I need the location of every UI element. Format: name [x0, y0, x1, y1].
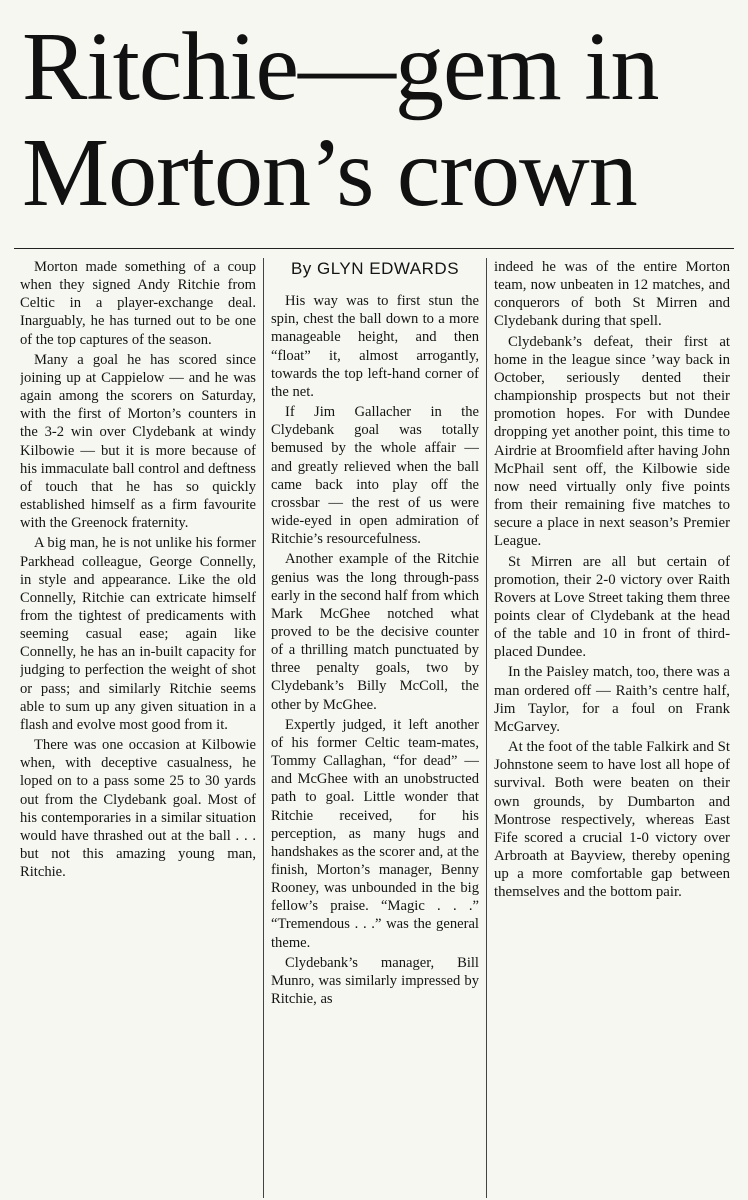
paragraph: Many a goal he has scored since joining up at Cappielow — and he was again among the scorers on Saturday, with the first of Morton’s counters in the 3-2 win over Clydebank at windy Kilbowie — but it is more because of his immaculate ball control and deftness of touch that he has so quickly established himself as a firm favourite with the Greenock fraternity. — [20, 351, 256, 532]
paragraph: Morton made something of a coup when they signed Andy Ritchie from Celtic in a player-exchange deal. Inarguably, he has turned out to be one of the top captures of the season. — [20, 259, 256, 348]
column-2 — [271, 258, 479, 1198]
paragraph: At the foot of the table Falkirk and St Johnstone seem to have lost all hope of survival. Both were beaten on their own grounds, by Dumbarton and Montrose respectively, whereas East Fife scored a crucial 1-0 victory over Arbroath at Bayview, thereby opening up a more comfortable gap between themselves and the bottom pair. — [494, 739, 730, 901]
column-divider — [263, 258, 264, 1198]
paragraph: Another example of the Ritchie genius was the long through-pass early in the second half from which Mark McGhee notched what proved to be the decisive counter of a thrilling match punctuated by three penalty goals, two by Clydebank’s Billy McColl, the other by McGhee. — [271, 551, 479, 713]
column-3 — [494, 258, 730, 1198]
headline-line-2: Morton’s crown — [22, 119, 637, 227]
paragraph: There was one occasion at Kilbowie when, with deceptive casualness, he loped on to a pass some 25 to 30 yards out from the Clydebank goal. Most of his contemporaries in a similar situation would have thrashed out at the ball . . . but not this amazing young man, Ritchie. — [20, 737, 256, 881]
paragraph: Clydebank’s manager, Bill Munro, was similarly impressed by Ritchie, as — [271, 954, 479, 1008]
headline — [14, 14, 734, 234]
column-divider — [486, 258, 487, 1198]
headline-divider — [14, 248, 734, 249]
byline: By GLYN EDWARDS — [290, 259, 460, 278]
paragraph: indeed he was of the entire Morton team, now unbeaten in 12 matches, and conquerors of both St Mirren and Clydebank during that spell. — [494, 259, 730, 330]
paragraph: In the Paisley match, too, there was a man ordered off — Raith’s centre half, Jim Taylor, for a foul on Frank McGarvey. — [494, 664, 730, 735]
paragraph: His way was to first stun the spin, chest the ball down to a more manageable height, and then “float” it, almost arrogantly, towards the top left-hand corner of the net. — [271, 293, 479, 400]
headline-line-1: Ritchie—gem in — [22, 14, 659, 121]
paragraph: St Mirren are all but certain of promotion, their 2-0 victory over Raith Rovers at Love Street taking them three points clear of Clydebank at the head of the table and 10 in front of third-placed Dundee. — [494, 553, 730, 661]
paragraph: If Jim Gallacher in the Clydebank goal was totally bemused by the whole affair — and greatly relieved when the ball came back into play off the crossbar — the rest of us were wide-eyed in open admiration of Ritchie’s resourcefulness. — [271, 404, 479, 548]
paragraph: Expertly judged, it left another of his former Celtic team-mates, Tommy Callaghan, “for dead” — and McGhee with an unobstructed path to goal. Little wonder that Ritchie received, for his perception, as many hugs and handshakes as the scorer and, at the finish, Morton’s manager, Benny Rooney, was unbounded in the big fellow’s praise. “Magic . . .” “Tremendous . . .” was the general theme. — [271, 716, 479, 951]
paragraph: A big man, he is not unlike his former Parkhead colleague, George Connelly, in style and appearance. Like the old Connelly, Ritchie can extricate himself from the tightest of predicaments with seeming casual ease; again like Connelly, he has an in-built capacity for judging to perfection the weight of shot or pass; and similarly Ritchie seems able to sum up any given situation in a flash and evolve most good from it. — [20, 535, 256, 733]
paragraph: Clydebank’s defeat, their first at home in the league since ’way back in October, seriously dented their championship prospects but not their promotion hopes. For with Dundee dropping yet another point, this time to Airdrie at Broomfield after having John McPhail sent off, the Kilbowie side now need virtually only five points from their remaining five matches to secure a place in next season’s Premier League. — [494, 333, 730, 550]
column-1 — [20, 258, 256, 1198]
article-columns — [20, 258, 732, 1198]
